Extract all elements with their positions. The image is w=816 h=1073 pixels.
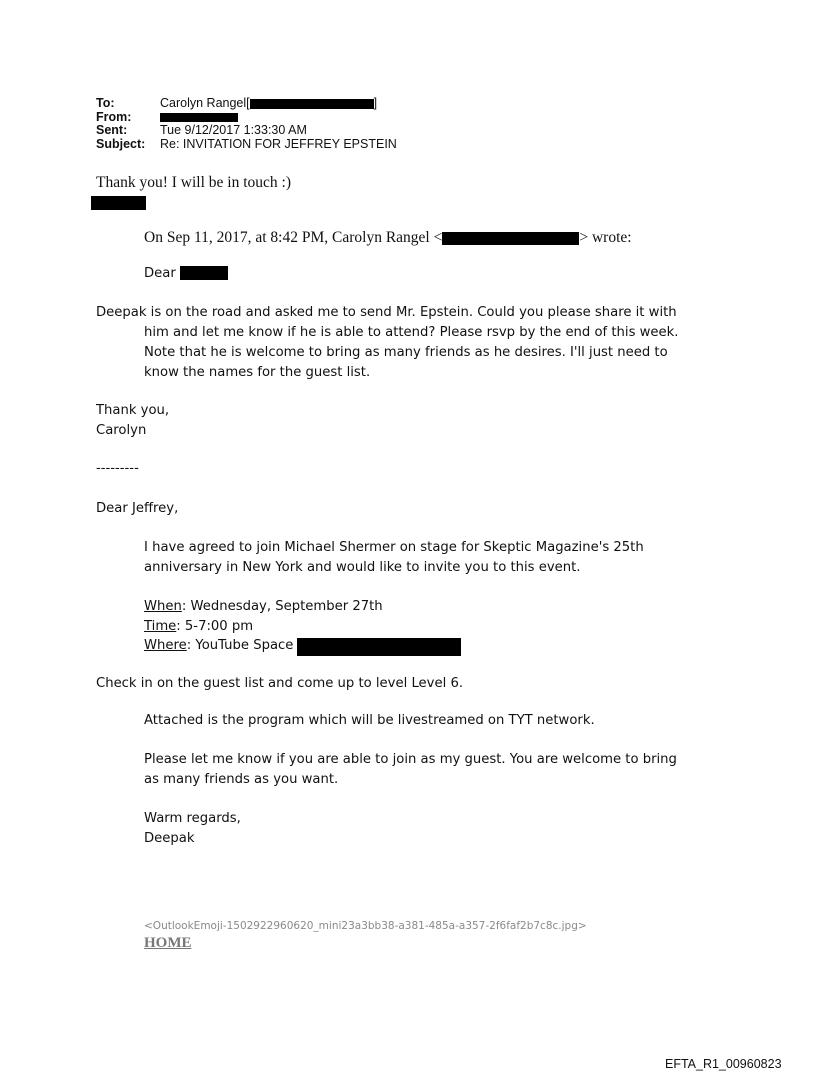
- from-label: From:: [96, 109, 132, 124]
- reply-text: Thank you! I will be in touch :): [96, 174, 291, 191]
- quote-signer: Carolyn: [96, 423, 147, 438]
- invite-join-line-1: Please let me know if you are able to join as my guest. You are welcome to bring: [144, 752, 677, 767]
- time-label: Time: [144, 619, 177, 634]
- redaction-block: [91, 196, 146, 210]
- dear-word: Dear: [144, 266, 176, 281]
- invite-regards: Warm regards,: [144, 811, 241, 826]
- quote-para-line-1: Deepak is on the road and asked me to send Mr. Epstein. Could you please share it with: [96, 305, 677, 320]
- sent-label: Sent:: [96, 123, 128, 137]
- quote-thanks: Thank you,: [96, 403, 170, 418]
- when-value: : Wednesday, September 27th: [181, 599, 383, 614]
- invite-where: [144, 638, 293, 653]
- invite-join-line-2: as many friends as you want.: [144, 772, 339, 787]
- quote-intro-before: On Sep 11, 2017, at 8:42 PM, Carolyn Rangel <: [144, 229, 443, 246]
- from-value: [160, 111, 238, 125]
- sent-value: Tue 9/12/2017 1:33:30 AM: [160, 123, 307, 137]
- where-value: : YouTube Space: [186, 638, 294, 653]
- redaction-block: [180, 266, 228, 280]
- quote-divider: ---------: [96, 461, 139, 476]
- invite-attached: Attached is the program which will be livestreamed on TYT network.: [144, 713, 595, 728]
- invite-checkin: Check in on the guest list and come up to level Level 6.: [96, 676, 464, 691]
- document-id: EFTA_R1_00960823: [665, 1057, 782, 1071]
- quote-para-line-4: know the names for the guest list.: [144, 365, 371, 380]
- from-row: [96, 111, 397, 125]
- attachment-filename: <OutlookEmoji-1502922960620_mini23a3bb38-a381-485a-a357-2f6faf2b7c8c.jpg>: [144, 920, 587, 932]
- time-value: : 5-7:00 pm: [176, 619, 254, 634]
- to-value: [160, 97, 377, 111]
- email-header: [96, 97, 397, 151]
- to-label: To:: [96, 96, 115, 110]
- where-label: Where: [144, 638, 187, 653]
- quote-intro: [144, 229, 632, 247]
- invite-when: [144, 599, 383, 614]
- subject-row: [96, 138, 397, 152]
- redaction-block: [160, 113, 238, 122]
- redaction-block: [250, 99, 374, 109]
- invite-para-line-1: I have agreed to join Michael Shermer on stage for Skeptic Magazine's 25th: [144, 540, 644, 555]
- to-name: Carolyn Rangel[: [160, 96, 250, 110]
- to-row: [96, 97, 397, 111]
- quote-intro-after: > wrote:: [579, 229, 632, 246]
- home-link[interactable]: HOME: [144, 935, 192, 951]
- quote-dear: [144, 266, 228, 281]
- to-end: ]: [373, 96, 378, 110]
- redaction-block: [297, 638, 461, 656]
- subject-label: Subject:: [96, 136, 146, 151]
- quote-para-line-2: him and let me know if he is able to attend? Please rsvp by the end of this week.: [144, 325, 679, 340]
- subject-value: Re: INVITATION FOR JEFFREY EPSTEIN: [160, 136, 397, 151]
- invite-signer: Deepak: [144, 831, 195, 846]
- when-label: When: [144, 599, 182, 614]
- sent-row: [96, 124, 397, 138]
- invite-time: [144, 619, 253, 634]
- quote-para-line-3: Note that he is welcome to bring as many friends as he desires. I'll just need to: [144, 345, 668, 360]
- redaction-block: [442, 232, 579, 245]
- invite-para-line-2: anniversary in New York and would like to invite you to this event.: [144, 560, 581, 575]
- invite-greeting: Dear Jeffrey,: [96, 501, 179, 516]
